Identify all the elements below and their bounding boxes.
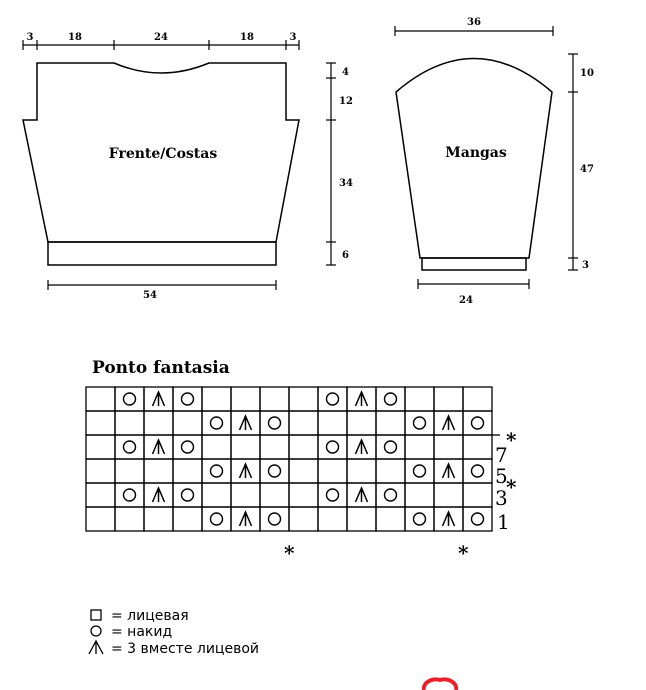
chart-cell	[289, 411, 318, 435]
chart-cell	[405, 435, 434, 459]
k3tog-icon	[443, 464, 455, 478]
yarn-over-icon	[211, 417, 223, 429]
yarn-over-icon	[182, 489, 194, 501]
yarn-over-icon	[385, 393, 397, 405]
chart-cell	[463, 387, 492, 411]
yarn-over-icon	[211, 465, 223, 477]
front-height-1: 4	[342, 67, 349, 78]
chart-cell	[86, 411, 115, 435]
chart-cell	[376, 435, 405, 459]
chart-cell	[434, 483, 463, 507]
k3tog-icon	[240, 512, 252, 526]
chart-cell	[173, 411, 202, 435]
yarn-over-icon	[414, 465, 426, 477]
sleeve-height-1: 10	[580, 68, 594, 79]
chart-cell	[463, 459, 492, 483]
yarn-over-icon	[269, 513, 281, 525]
chart-cell	[231, 387, 260, 411]
chart-cell	[289, 483, 318, 507]
front-height-2: 12	[339, 96, 353, 107]
chart-cell	[86, 507, 115, 531]
chart-cell	[260, 459, 289, 483]
k3tog-icon	[153, 440, 165, 454]
sleeve-piece	[395, 17, 594, 306]
chart-cell	[173, 507, 202, 531]
chart-cell	[260, 387, 289, 411]
stitch-chart-grid	[86, 387, 500, 531]
chart-cell	[86, 387, 115, 411]
front-top-width-2: 18	[68, 32, 82, 43]
chart-cell	[231, 435, 260, 459]
row-3-mark: *	[506, 475, 517, 499]
chart-cell	[376, 483, 405, 507]
chart-cell	[86, 483, 115, 507]
yarn-over-icon	[385, 441, 397, 453]
chart-cell	[202, 507, 231, 531]
legend-yarnover-text: = накид	[111, 624, 173, 640]
chart-cell	[289, 387, 318, 411]
chart-cell	[115, 411, 144, 435]
k3tog-icon	[356, 440, 368, 454]
yarn-over-icon	[472, 465, 484, 477]
chart-cell	[289, 435, 318, 459]
yarn-over-icon	[472, 513, 484, 525]
chart-cell	[144, 411, 173, 435]
legend-k3tog-text: = 3 вместе лицевой	[111, 641, 259, 657]
row-7-mark: *	[506, 428, 517, 452]
yarn-over-icon	[385, 489, 397, 501]
chart-cell	[318, 387, 347, 411]
front-back-piece	[23, 32, 353, 301]
yarn-over-icon	[182, 441, 194, 453]
sleeve-height-3: 3	[582, 260, 589, 271]
chart-cell	[115, 507, 144, 531]
row-number-7: 7	[495, 443, 508, 467]
chart-cell	[202, 387, 231, 411]
chart-cell	[463, 483, 492, 507]
chart-cell	[347, 411, 376, 435]
chart-cell	[376, 459, 405, 483]
chart-cell	[260, 507, 289, 531]
chart-cell	[173, 459, 202, 483]
chart-cell	[202, 411, 231, 435]
sleeve-cuff	[422, 258, 526, 270]
front-back-label: Frente/Costas	[108, 146, 218, 162]
row-number-3: 3	[495, 486, 508, 510]
yarn-over-icon	[124, 393, 136, 405]
chart-cell	[86, 435, 115, 459]
yarn-over-icon	[414, 513, 426, 525]
row-number-1: 1	[497, 510, 510, 534]
chart-cell	[173, 435, 202, 459]
chart-cell	[144, 459, 173, 483]
chart-cell	[115, 435, 144, 459]
chart-cell	[231, 483, 260, 507]
k3tog-icon	[443, 512, 455, 526]
k3tog-icon	[153, 392, 165, 406]
red-logo-fragment	[424, 679, 456, 690]
yarn-over-icon	[211, 513, 223, 525]
yarn-over-icon	[327, 393, 339, 405]
sleeve-label: Mangas	[445, 145, 507, 161]
front-bottom-width: 54	[143, 290, 157, 301]
chart-cell	[173, 483, 202, 507]
chart-cell	[318, 459, 347, 483]
repeat-start-mark: *	[284, 541, 295, 565]
yarn-over-symbol-icon	[91, 626, 101, 636]
chart-cell	[86, 459, 115, 483]
chart-cell	[405, 459, 434, 483]
chart-cell	[405, 483, 434, 507]
chart-cell	[318, 411, 347, 435]
sleeve-bottom-width: 24	[459, 295, 473, 306]
row-number-5: 5	[495, 464, 508, 488]
front-back-ribbing	[48, 242, 276, 265]
chart-cell	[318, 483, 347, 507]
yarn-over-icon	[327, 489, 339, 501]
chart-cell	[463, 411, 492, 435]
chart-cell	[260, 483, 289, 507]
chart-cell	[115, 459, 144, 483]
chart-cell	[202, 435, 231, 459]
yarn-over-icon	[124, 489, 136, 501]
chart-cell	[434, 435, 463, 459]
k3tog-icon	[356, 392, 368, 406]
legend	[89, 608, 259, 657]
chart-cell	[115, 483, 144, 507]
front-top-width-1: 3	[26, 32, 34, 43]
chart-cell	[434, 387, 463, 411]
front-height-4: 6	[342, 250, 349, 261]
chart-cell	[463, 435, 492, 459]
chart-cell	[376, 411, 405, 435]
chart-cell	[289, 507, 318, 531]
front-height-3: 34	[339, 178, 353, 189]
chart-cell	[202, 483, 231, 507]
chart-cell	[173, 387, 202, 411]
chart-cell	[376, 387, 405, 411]
front-top-width-4: 18	[240, 32, 254, 43]
yarn-over-icon	[269, 465, 281, 477]
chart-cell	[318, 435, 347, 459]
chart-cell	[347, 459, 376, 483]
chart-cell	[144, 507, 173, 531]
front-top-width-5: 3	[289, 32, 297, 43]
chart-cell	[405, 507, 434, 531]
chart-cell	[115, 387, 144, 411]
yarn-over-icon	[414, 417, 426, 429]
chart-cell	[202, 459, 231, 483]
legend-knit-text: = лицевая	[111, 608, 189, 624]
chart-title: Ponto fantasia	[92, 358, 230, 378]
chart-cell	[405, 411, 434, 435]
yarn-over-icon	[327, 441, 339, 453]
yarn-over-icon	[182, 393, 194, 405]
k3tog-icon	[153, 488, 165, 502]
front-top-width-3: 24	[154, 32, 168, 43]
k3tog-icon	[443, 416, 455, 430]
knit-symbol-icon	[91, 610, 101, 620]
chart-cell	[318, 507, 347, 531]
chart-cell	[405, 387, 434, 411]
k3tog-symbol-icon	[89, 641, 103, 654]
sleeve-top-width: 36	[467, 17, 481, 28]
yarn-over-icon	[472, 417, 484, 429]
chart-cell	[463, 507, 492, 531]
k3tog-icon	[240, 416, 252, 430]
k3tog-icon	[240, 464, 252, 478]
chart-cell	[347, 507, 376, 531]
chart-cell	[289, 459, 318, 483]
yarn-over-icon	[124, 441, 136, 453]
yarn-over-icon	[269, 417, 281, 429]
chart-cell	[260, 435, 289, 459]
sleeve-height-2: 47	[580, 164, 594, 175]
repeat-end-mark: *	[458, 541, 469, 565]
chart-cell	[376, 507, 405, 531]
chart-cell	[260, 411, 289, 435]
k3tog-icon	[356, 488, 368, 502]
